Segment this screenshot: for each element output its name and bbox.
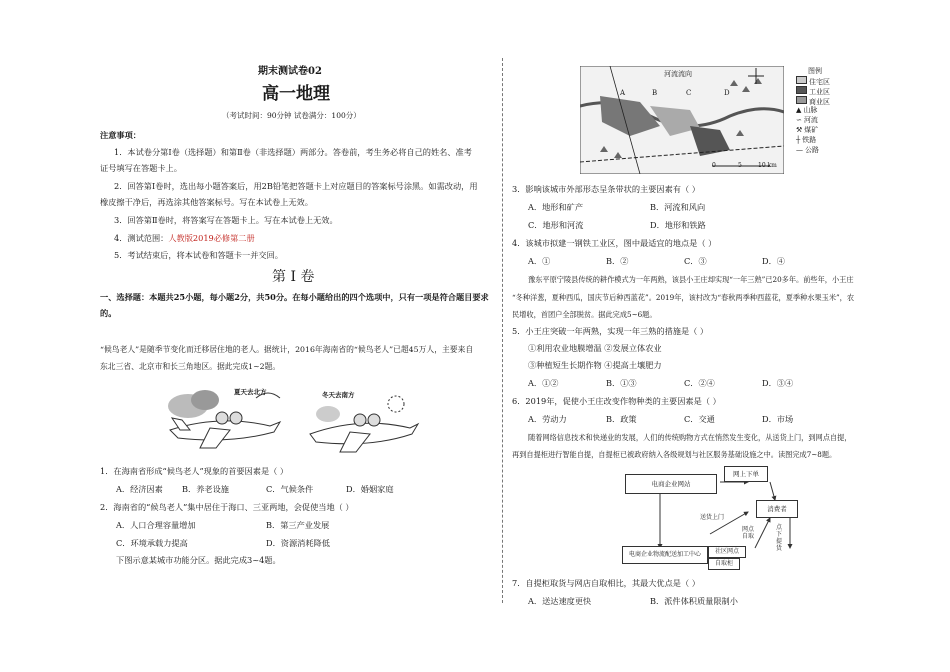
legend-item-0: 住宅区 — [796, 76, 830, 87]
railway-icon: ┼ — [796, 136, 801, 144]
note-line-2: 证号填写在答题卡上。 — [100, 163, 182, 173]
passage2: 下图示意某城市功能分区。据此完成3~4题。 — [116, 555, 281, 565]
legend-item-4: ∽ 河流 — [796, 116, 818, 124]
coal-mine-icon: ⚒ — [796, 126, 803, 134]
q4-option-b[interactable]: B．② — [606, 256, 629, 266]
q7-option-b[interactable]: B．派件体积质量限制小 — [650, 596, 738, 606]
flow-ecommerce-site: 电商企业网站 — [625, 474, 717, 494]
flow-consumer: 消费者 — [756, 500, 798, 518]
legend-item-5: ⚒ 煤矿 — [796, 126, 819, 134]
q2-option-b[interactable]: B．第三产业发展 — [266, 520, 330, 530]
north-plane-group — [168, 390, 280, 448]
legend-item-6: ┼ 铁路 — [796, 136, 817, 144]
q4-option-a[interactable]: A．① — [528, 256, 551, 266]
note-line-4: 橡皮擦干净后，再选涂其他答案标号。写在本试卷上无效。 — [100, 197, 313, 207]
mountain-icon: ▲ — [796, 106, 802, 114]
passage3-line3: 民增收，首团户全部脱贫。据此完成5~6题。 — [512, 310, 657, 319]
label-winter-south: 冬天去南方 — [322, 391, 355, 399]
passage4-line2: 再到自提柜进行智能自提，自提柜已被政府纳入各级规划与社区服务基础设施之中。读图完成7~8题。 — [512, 450, 837, 459]
passage3-line1: 豫东平原宁陵县传统的耕作模式为一年两熟，该县小王庄却实现“一年三熟”已20多年。前些年，小王庄 — [528, 275, 854, 284]
q2-stem: 2．海南省的“候鸟老人”集中居住于海口、三亚两地，会促使当地（ ） — [100, 502, 354, 512]
flow-locker: 自取柜 — [708, 558, 740, 570]
q3-option-d[interactable]: D．地形和铁路 — [650, 220, 706, 230]
exam-meta: （考试时间：90分钟 试卷满分：100分） — [222, 111, 361, 120]
legend-swatch — [796, 76, 807, 84]
q5-stem: 5．小王庄突破一年两熟，实现一年三熟的措施是（ ） — [512, 326, 709, 336]
label-summer-north: 夏天去北方 — [234, 388, 267, 396]
q5-option-c[interactable]: C．②④ — [684, 378, 715, 388]
note-line-3: 2．回答第Ⅰ卷时，选出每小题答案后，用2B铅笔把答题卡上对应题目的答案标号涂黑。如需改动，用 — [114, 181, 478, 191]
legend-item-3: ▲ 山脉 — [796, 106, 818, 114]
legend-title: 图例 — [808, 67, 822, 75]
q5-option-b[interactable]: B．①③ — [606, 378, 637, 388]
flow-order: 网上下单 — [724, 466, 768, 482]
passage3-line2: “冬种洋葱，夏种西瓜，国庆节后种西蓝花”。2019年，该村改为“春秋两季种西蓝花，夏季种水果玉米”，农 — [512, 293, 855, 302]
q4-stem: 4．该城市拟建一钢铁工业区，图中最适宜的地点是（ ） — [512, 238, 717, 248]
legend-item-7: — 公路 — [796, 146, 819, 154]
q3-option-a[interactable]: A．地形和矿产 — [528, 202, 584, 212]
city-function-map — [580, 66, 784, 174]
scope-label: 4．测试范围： — [114, 233, 169, 243]
q5-statement-2: ③种植短生长期作物 ④提高土壤肥力 — [528, 360, 662, 370]
q4-option-d[interactable]: D．④ — [762, 256, 785, 266]
section-intro-2: 的。 — [100, 308, 117, 318]
q1-option-d[interactable]: D．婚姻家庭 — [346, 484, 394, 494]
map-point-c: C — [686, 89, 692, 97]
q6-option-c[interactable]: C．交通 — [684, 414, 715, 424]
q2-option-a[interactable]: A．人口合理容量增加 — [116, 520, 196, 530]
passage4-line1: 随着网络信息技术和快递业的发展，人们的传统购物方式在悄然发生变化，从送货上门，到网点自提， — [528, 433, 852, 442]
q2-option-d[interactable]: D．资源消耗降低 — [266, 538, 330, 548]
flow-dispatch: 点下提货 — [776, 524, 783, 552]
passage1-line1: “候鸟老人”是随季节变化而迁移居住地的老人。据统计，2016年海南省的“候鸟老人”已超45万人，主要来自 — [100, 345, 474, 354]
map-point-d: D — [724, 89, 730, 97]
map-river-label: 河流流向 — [664, 70, 692, 78]
exam-title: 期末测试卷02 — [258, 66, 322, 77]
q3-option-c[interactable]: C．地形和河流 — [528, 220, 584, 230]
map-scale-0: 0 — [712, 162, 716, 169]
q5-option-a[interactable]: A．①② — [528, 378, 559, 388]
legend-swatch — [796, 86, 807, 94]
q1-option-a[interactable]: A．经济因素 — [116, 484, 163, 494]
flow-delivery: 送货上门 — [700, 514, 725, 521]
q7-stem: 7．自提柜取货与网店自取相比，其最大优点是（ ） — [512, 578, 700, 588]
q1-option-c[interactable]: C．气候条件 — [266, 484, 314, 494]
q1-option-b[interactable]: B．养老设施 — [182, 484, 229, 494]
legend-item-1: 工业区 — [796, 86, 830, 97]
river-icon: ∽ — [796, 116, 802, 124]
section-intro-1: 一、选择题：本题共25小题，每小题2分，共50分。在每小题给出的四个选项中，只有一项是符合题目要求 — [100, 292, 489, 302]
notes-title: 注意事项： — [100, 130, 141, 140]
q3-option-b[interactable]: B．河流和风向 — [650, 202, 706, 212]
south-plane-group — [310, 396, 418, 452]
note-line-1: 1．本试卷分第Ⅰ卷（选择题）和第Ⅱ卷（非选择题）两部分。答卷前，考生务必将自己的姓名、准考 — [114, 147, 472, 157]
q7-option-a[interactable]: A．送达速度更快 — [528, 596, 592, 606]
q2-option-c[interactable]: C．环境承载力提高 — [116, 538, 188, 548]
legend-swatch — [796, 96, 807, 104]
q6-stem: 6．2019年，促使小王庄改变作物种类的主要因素是（ ） — [512, 396, 721, 406]
q6-option-a[interactable]: A．劳动力 — [528, 414, 567, 424]
note-line-7: 5．考试结束后，将本试卷和答题卡一并交回。 — [114, 250, 283, 260]
legend-item-2: 商业区 — [796, 96, 830, 107]
map-scale-5: 5 — [738, 162, 742, 169]
section-title: 第 I 卷 — [272, 269, 315, 285]
subject-title: 高一地理 — [262, 84, 330, 104]
q6-option-d[interactable]: D．市场 — [762, 414, 794, 424]
migration-illustration — [160, 378, 420, 456]
road-icon: — — [796, 146, 803, 154]
map-scale-10: 10 km — [758, 162, 777, 169]
flow-community: 社区网点 — [708, 546, 746, 558]
flow-logistics: 电商企业物流配送加工中心 — [622, 546, 708, 564]
passage1-line2: 东北三省、北京市和长三角地区。据此完成1~2题。 — [100, 362, 281, 371]
map-point-b: B — [652, 89, 658, 97]
q3-stem: 3．影响该城市外部形态呈条带状的主要因素有（ ） — [512, 184, 700, 194]
scope-value: 人教版2019必修第二册 — [168, 233, 255, 243]
q5-statement-1: ①利用农业地膜增温 ②发展立体农业 — [528, 343, 662, 353]
map-point-a: A — [620, 89, 626, 97]
note-line-5: 3．回答第Ⅱ卷时，将答案写在答题卡上。写在本试卷上无效。 — [114, 215, 338, 225]
column-divider — [502, 58, 503, 603]
q1-stem: 1．在海南省形成“候鸟老人”现象的首要因素是（ ） — [100, 466, 289, 476]
note-line-6 — [114, 233, 255, 244]
q4-option-c[interactable]: C．③ — [684, 256, 707, 266]
flow-pickup-point: 网点自取 — [742, 526, 755, 540]
q5-option-d[interactable]: D．③④ — [762, 378, 794, 388]
q6-option-b[interactable]: B．政策 — [606, 414, 637, 424]
